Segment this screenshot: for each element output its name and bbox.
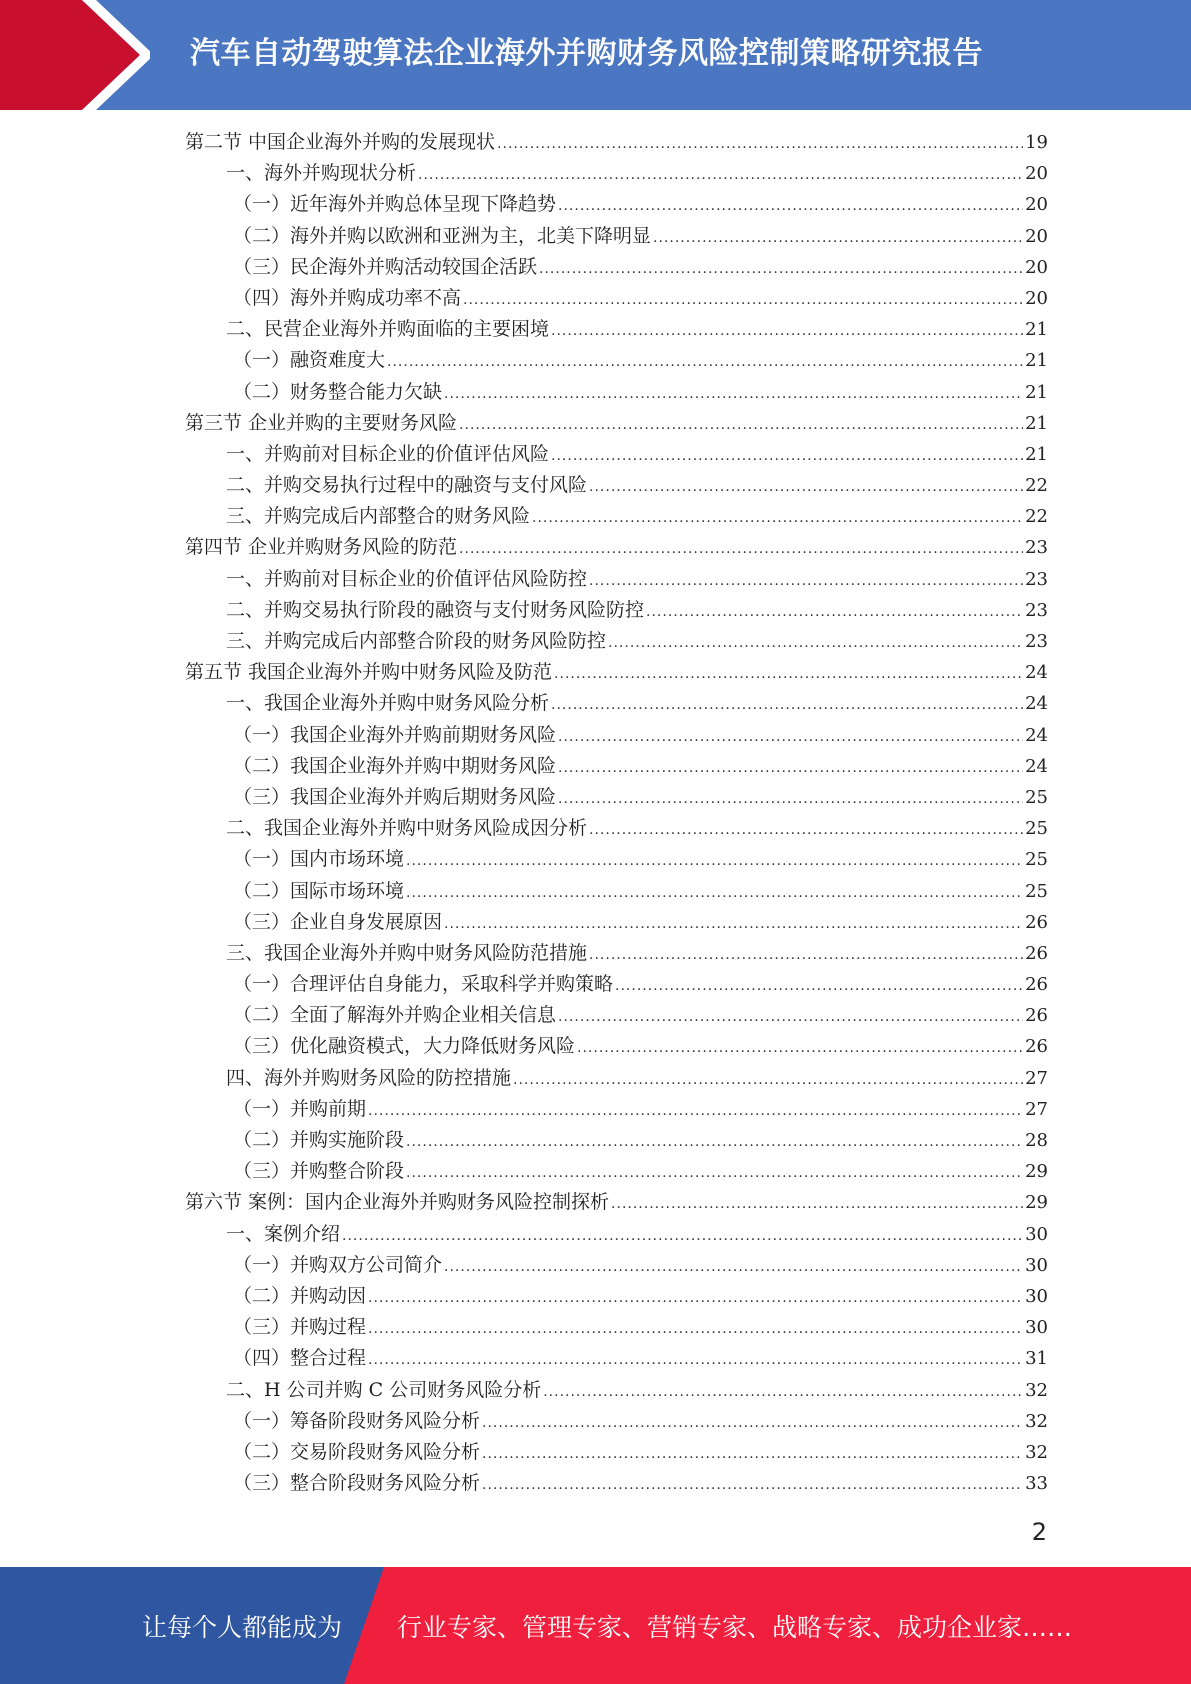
toc-entry-page: 28 <box>1025 1130 1048 1151</box>
toc-entry-page: 24 <box>1025 662 1048 684</box>
toc-entry-label: 第六节 案例：国内企业海外并购财务风险控制探析 <box>185 1191 610 1214</box>
toc-entry[interactable] <box>185 907 1048 938</box>
toc-dot-leader <box>459 534 1023 565</box>
toc-entry-page: 26 <box>1025 1005 1048 1027</box>
toc-entry-label: （三）优化融资模式，大力降低财务风险 <box>233 1035 576 1058</box>
toc-entry-page: 24 <box>1025 724 1048 746</box>
toc-dot-leader <box>646 597 1023 628</box>
toc-entry-label: （一）并购前期 <box>233 1097 367 1120</box>
toc-dot-leader <box>497 129 1023 160</box>
toc-dot-leader <box>342 1221 1023 1252</box>
toc-entry-page: 29 <box>1025 1192 1048 1214</box>
toc-entry[interactable] <box>185 1031 1048 1062</box>
toc-entry-label: 三、并购完成后内部整合阶段的财务风险防控 <box>226 630 607 652</box>
toc-entry[interactable] <box>185 470 1048 501</box>
toc-entry-page: 22 <box>1025 475 1048 497</box>
toc-entry[interactable] <box>185 314 1048 345</box>
toc-entry-label: 三、我国企业海外并购中财务风险防范措施 <box>226 941 588 964</box>
toc-entry-label: （一）我国企业海外并购前期财务风险 <box>233 723 557 746</box>
toc-entry-label: （一）融资难度大 <box>233 349 386 372</box>
toc-dot-leader <box>551 441 1023 472</box>
toc-entry[interactable] <box>185 439 1048 470</box>
toc-entry[interactable] <box>185 564 1048 595</box>
toc-entry-page: 20 <box>1025 194 1048 216</box>
toc-entry-label: （二）我国企业海外并购中期财务风险 <box>233 754 557 777</box>
toc-entry[interactable] <box>185 876 1048 907</box>
toc-entry-page: 22 <box>1025 506 1048 528</box>
toc-dot-leader <box>459 410 1023 441</box>
toc-entry-page: 26 <box>1025 1036 1048 1058</box>
toc-entry-page: 33 <box>1025 1473 1048 1495</box>
toc-entry[interactable] <box>185 127 1048 158</box>
toc-entry-page: 32 <box>1025 1441 1048 1463</box>
toc-entry[interactable] <box>185 595 1048 626</box>
toc-entry-label: （二）全面了解海外并购企业相关信息 <box>233 1004 557 1027</box>
toc-entry[interactable] <box>185 626 1048 657</box>
toc-entry-page: 26 <box>1025 974 1048 996</box>
toc-entry-page: 23 <box>1025 568 1048 590</box>
header-banner <box>0 0 1191 110</box>
toc-entry-page: 21 <box>1025 350 1048 372</box>
toc-dot-leader <box>406 1158 1023 1189</box>
toc-entry-page: 30 <box>1025 1285 1048 1307</box>
footer-slogan-right: 行业专家、管理专家、营销专家、战略专家、成功企业家…… <box>397 1612 1073 1642</box>
toc-entry-page: 20 <box>1025 256 1048 278</box>
toc-dot-leader <box>406 878 1023 909</box>
toc-entry-page: 32 <box>1025 1410 1048 1432</box>
toc-entry-page: 23 <box>1025 537 1048 559</box>
toc-entry[interactable] <box>185 1312 1048 1343</box>
toc-entry[interactable] <box>185 1250 1048 1281</box>
toc-entry-label: （一）近年海外并购总体呈现下降趋势 <box>233 193 557 216</box>
toc-entry-page: 31 <box>1025 1348 1048 1370</box>
toc-entry-label: （三）并购整合阶段 <box>233 1160 405 1183</box>
toc-entry-label: （二）国际市场环境 <box>233 879 405 902</box>
toc-entry[interactable] <box>185 782 1048 813</box>
toc-entry-page: 21 <box>1025 319 1048 341</box>
toc-entry[interactable] <box>185 813 1048 844</box>
toc-entry-label: 第三节 企业并购的主要财务风险 <box>185 411 458 434</box>
toc-entry-label: （二）交易阶段财务风险分析 <box>233 1440 481 1463</box>
toc-dot-leader <box>368 1283 1023 1314</box>
toc-entry[interactable] <box>185 158 1048 189</box>
toc-entry-page: 20 <box>1025 163 1048 185</box>
toc-entry-label: （一）筹备阶段财务风险分析 <box>233 1409 481 1432</box>
toc-entry-page: 24 <box>1025 755 1048 777</box>
toc-entry-page: 21 <box>1025 412 1048 434</box>
toc-entry[interactable] <box>185 1187 1048 1218</box>
toc-dot-leader <box>615 971 1023 1002</box>
footer-banner <box>0 1567 1191 1684</box>
toc-entry[interactable] <box>185 283 1048 314</box>
toc-dot-leader <box>513 1065 1023 1096</box>
toc-dot-leader <box>463 285 1023 316</box>
toc-entry-label: 二、H 公司并购 C 公司财务风险分析 <box>226 1378 542 1401</box>
toc-entry[interactable] <box>185 751 1048 782</box>
toc-entry[interactable] <box>185 688 1048 719</box>
toc-entry[interactable] <box>185 189 1048 220</box>
toc-entry-label: （三）民企海外并购活动较国企活跃 <box>233 255 538 278</box>
toc-dot-leader <box>418 160 1023 191</box>
toc-dot-leader <box>558 191 1023 222</box>
toc-dot-leader <box>558 1002 1023 1033</box>
toc-dot-leader <box>444 909 1023 940</box>
toc-entry[interactable] <box>185 345 1048 376</box>
toc-entry-label: 第五节 我国企业海外并购中财务风险及防范 <box>185 661 553 684</box>
toc-dot-leader <box>482 1408 1023 1439</box>
toc-entry[interactable] <box>185 252 1048 283</box>
toc-entry[interactable] <box>185 377 1048 408</box>
header-arrow-decoration <box>0 0 150 110</box>
toc-entry[interactable] <box>185 1437 1048 1468</box>
toc-entry-label: （二）海外并购以欧洲和亚洲为主，北美下降明显 <box>233 224 652 247</box>
toc-entry[interactable] <box>185 408 1048 439</box>
toc-entry-page: 30 <box>1025 1254 1048 1276</box>
toc-entry-label: 二、我国企业海外并购中财务风险成因分析 <box>226 817 588 840</box>
toc-entry[interactable] <box>185 1406 1048 1437</box>
toc-entry-label: （三）我国企业海外并购后期财务风险 <box>233 785 557 808</box>
toc-entry-page: 29 <box>1025 1161 1048 1183</box>
toc-entry-label: （三）并购过程 <box>233 1316 367 1339</box>
toc-entry-page: 21 <box>1025 443 1048 465</box>
report-title: 汽车自动驾驶算法企业海外并购财务风险控制策略研究报告 <box>190 36 983 71</box>
toc-entry-page: 32 <box>1025 1379 1048 1401</box>
table-of-contents <box>185 127 1048 1499</box>
toc-entry-page: 26 <box>1025 942 1048 964</box>
toc-dot-leader <box>589 566 1023 597</box>
toc-entry-page: 25 <box>1025 849 1048 871</box>
toc-entry[interactable] <box>185 1156 1048 1187</box>
toc-dot-leader <box>589 940 1023 971</box>
toc-entry-page: 25 <box>1025 818 1048 840</box>
toc-dot-leader <box>532 503 1023 534</box>
toc-entry-label: 四、海外并购财务风险的防控措施 <box>226 1066 512 1089</box>
toc-entry[interactable] <box>185 938 1048 969</box>
toc-entry-label: 一、并购前对目标企业的价值评估风险防控 <box>226 567 588 590</box>
toc-dot-leader <box>482 1439 1023 1470</box>
toc-dot-leader <box>368 1314 1023 1345</box>
toc-entry-label: （一）合理评估自身能力，采取科学并购策略 <box>233 973 614 996</box>
toc-entry-label: （一）国内市场环境 <box>233 848 405 871</box>
toc-entry-label: 第四节 企业并购财务风险的防范 <box>185 536 458 559</box>
toc-entry-label: 三、并购完成后内部整合的财务风险 <box>226 505 531 528</box>
toc-dot-leader <box>551 316 1023 347</box>
toc-entry-label: （四）海外并购成功率不高 <box>233 286 462 309</box>
toc-entry-page: 27 <box>1025 1067 1048 1089</box>
toc-entry[interactable] <box>185 1094 1048 1125</box>
toc-entry-page: 30 <box>1025 1317 1048 1339</box>
toc-entry[interactable] <box>185 532 1048 563</box>
toc-dot-leader <box>589 472 1023 503</box>
toc-entry-label: 二、并购交易执行阶段的融资与支付财务风险防控 <box>226 598 645 621</box>
toc-entry-label: 二、并购交易执行过程中的融资与支付风险 <box>226 474 588 497</box>
toc-entry-page: 27 <box>1025 1098 1048 1120</box>
toc-entry-label: （二）并购实施阶段 <box>233 1129 405 1151</box>
toc-dot-leader <box>558 784 1023 815</box>
toc-dot-leader <box>589 815 1023 846</box>
toc-dot-leader <box>543 1377 1023 1408</box>
toc-entry[interactable] <box>185 1281 1048 1312</box>
toc-dot-leader <box>444 379 1023 410</box>
page-number: 2 <box>1031 1518 1047 1546</box>
toc-dot-leader <box>558 722 1023 753</box>
toc-dot-leader <box>577 1033 1023 1064</box>
toc-dot-leader <box>653 223 1023 254</box>
toc-entry[interactable] <box>185 1219 1048 1250</box>
toc-entry[interactable] <box>185 1468 1048 1499</box>
toc-dot-leader <box>444 1252 1023 1283</box>
toc-entry-page: 19 <box>1025 132 1048 153</box>
toc-entry-page: 20 <box>1025 287 1048 309</box>
toc-dot-leader <box>611 1189 1023 1220</box>
toc-entry-label: （三）整合阶段财务风险分析 <box>233 1472 481 1495</box>
toc-dot-leader <box>482 1470 1023 1501</box>
toc-dot-leader <box>387 347 1023 378</box>
toc-entry-label: （一）并购双方公司简介 <box>233 1253 443 1276</box>
toc-entry-label: 一、我国企业海外并购中财务风险分析 <box>226 692 550 715</box>
toc-entry-page: 20 <box>1025 225 1048 247</box>
toc-dot-leader <box>368 1345 1023 1376</box>
toc-dot-leader <box>608 628 1023 659</box>
toc-entry-label: 二、民营企业海外并购面临的主要困境 <box>226 318 550 341</box>
toc-entry-page: 26 <box>1025 911 1048 933</box>
toc-dot-leader <box>554 659 1023 690</box>
toc-entry[interactable] <box>185 1063 1048 1094</box>
toc-entry-page: 23 <box>1025 631 1048 652</box>
toc-entry-label: （二）并购动因 <box>233 1284 367 1307</box>
toc-entry-label: （二）财务整合能力欠缺 <box>233 380 443 403</box>
toc-dot-leader <box>368 1096 1023 1127</box>
toc-entry-page: 25 <box>1025 786 1048 808</box>
toc-entry[interactable] <box>185 221 1048 252</box>
toc-entry-page: 23 <box>1025 599 1048 621</box>
toc-entry[interactable] <box>185 1125 1048 1156</box>
toc-entry-label: 一、海外并购现状分析 <box>226 162 417 185</box>
toc-dot-leader <box>406 846 1023 877</box>
toc-entry-label: （四）整合过程 <box>233 1347 367 1370</box>
toc-entry-page: 25 <box>1025 880 1048 902</box>
toc-entry[interactable] <box>185 1375 1048 1406</box>
toc-entry-label: 一、并购前对目标企业的价值评估风险 <box>226 442 550 465</box>
toc-entry[interactable] <box>185 969 1048 1000</box>
footer-slogan-left: 让每个人都能成为 <box>142 1612 343 1642</box>
toc-entry[interactable] <box>185 720 1048 751</box>
toc-dot-leader <box>539 254 1023 285</box>
toc-dot-leader <box>406 1127 1023 1158</box>
toc-entry-label: 一、案例介绍 <box>226 1222 341 1245</box>
toc-entry-page: 24 <box>1025 693 1048 715</box>
toc-entry[interactable] <box>185 844 1048 875</box>
toc-dot-leader <box>558 753 1023 784</box>
toc-entry[interactable] <box>185 1000 1048 1031</box>
toc-entry-label: （三）企业自身发展原因 <box>233 910 443 933</box>
toc-entry[interactable] <box>185 501 1048 532</box>
toc-entry-page: 30 <box>1025 1223 1048 1245</box>
toc-entry-label: 第二节 中国企业海外并购的发展现状 <box>185 131 496 153</box>
toc-entry-page: 21 <box>1025 381 1048 403</box>
toc-entry[interactable] <box>185 657 1048 688</box>
toc-entry[interactable] <box>185 1343 1048 1374</box>
toc-dot-leader <box>551 690 1023 721</box>
